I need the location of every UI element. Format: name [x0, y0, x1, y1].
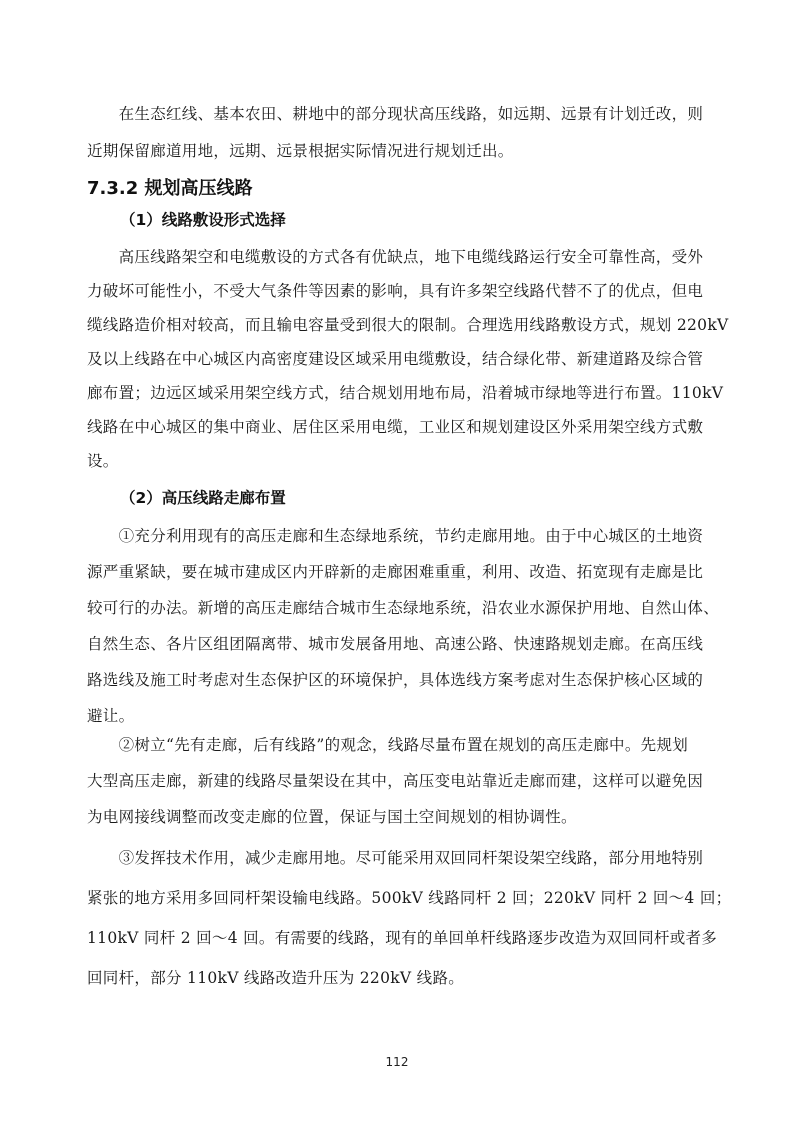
subsection-heading-2: （2）高压线路走廊布置 [120, 489, 286, 507]
text-line: 廊布置；边远区域采用架空线方式，结合规划用地布局，沿着城市绿地等进行布置。110kV [87, 384, 724, 402]
text-line: 大型高压走廊，新建的线路尽量架设在其中，高压变电站靠近走廊而建，这样可以避免因 [87, 772, 704, 790]
text-line: 110kV 同杆 2 回～4 回。有需要的线路，现有的单回单杆线路逐步改造为双回同杆或者多 [87, 929, 718, 947]
text-line: ①充分利用现有的高压走廊和生态绿地系统，节约走廊用地。由于中心城区的土地资 [87, 527, 704, 545]
text-line: ③发挥技术作用，减少走廊用地。尽可能采用双回同杆架设架空线路，部分用地特别 [87, 849, 704, 867]
text-line: 及以上线路在中心城区内高密度建设区域采用电缆敷设，结合绿化带、新建道路及综合管 [87, 350, 704, 368]
text-line: 紧张的地方采用多回同杆架设输电线路。500kV 线路同杆 2 回；220kV 同杆 2 回～4 回； [87, 889, 732, 907]
text-line: 线路在中心城区的集中商业、居住区采用电缆，工业区和规划建设区外采用架空线方式敷 [87, 418, 704, 436]
paragraph-corridor-2 [87, 727, 717, 835]
page-number: 112 [385, 1055, 409, 1069]
section-number: 7.3.2 [87, 178, 139, 199]
text-line: 为电网接线调整而改变走廊的位置，保证与国土空间规划的相协调性。 [87, 808, 577, 826]
text-line: 路选线及施工时考虑对生态保护区的环境保护，具体选线方案考虑对生态保护核心区域的 [87, 671, 704, 689]
text-line: 较可行的办法。新增的高压走廊结合城市生态绿地系统，沿农业水源保护用地、自然山体、 [87, 599, 720, 617]
intro-paragraph [87, 96, 717, 170]
text-line: 缆线路造价相对较高，而且输电容量受到很大的限制。合理选用线路敷设方式，规划 220kV [87, 316, 729, 334]
section-heading [87, 174, 253, 200]
paragraph-corridor-3 [87, 838, 732, 998]
text-line: 自然生态、各片区组团隔离带、城市发展备用地、高速公路、快速路规划走廊。在高压线 [87, 635, 704, 653]
text-line: 避让。 [87, 707, 135, 725]
text-line: 源严重紧缺，要在城市建成区内开辟新的走廊困难重重，利用、改造、拓宽现有走廊是比 [87, 563, 704, 581]
text-line: 设。 [87, 452, 119, 470]
text-line: 在生态红线、基本农田、耕地中的部分现状高压线路，如远期、远景有计划迁改，则 [87, 105, 704, 123]
text-line: 高压线路架空和电缆敷设的方式各有优缺点，地下电缆线路运行安全可靠性高，受外 [87, 248, 704, 266]
text-line: 近期保留廊道用地，远期、远景根据实际情况进行规划迁出。 [87, 142, 514, 160]
section-title: 规划高压线路 [144, 178, 253, 199]
text-line: ②树立“先有走廊，后有线路”的观念，线路尽量布置在规划的高压走廊中。先规划 [87, 736, 689, 754]
text-line: 力破坏可能性小，不受大气条件等因素的影响，具有许多架空线路代替不了的优点，但电 [87, 282, 704, 300]
paragraph-cable-laying [87, 240, 729, 478]
paragraph-corridor-1 [87, 518, 720, 734]
subsection-heading-1: （1）线路敷设形式选择 [120, 211, 286, 229]
text-line: 回同杆，部分 110kV 线路改造升压为 220kV 线路。 [87, 969, 465, 987]
